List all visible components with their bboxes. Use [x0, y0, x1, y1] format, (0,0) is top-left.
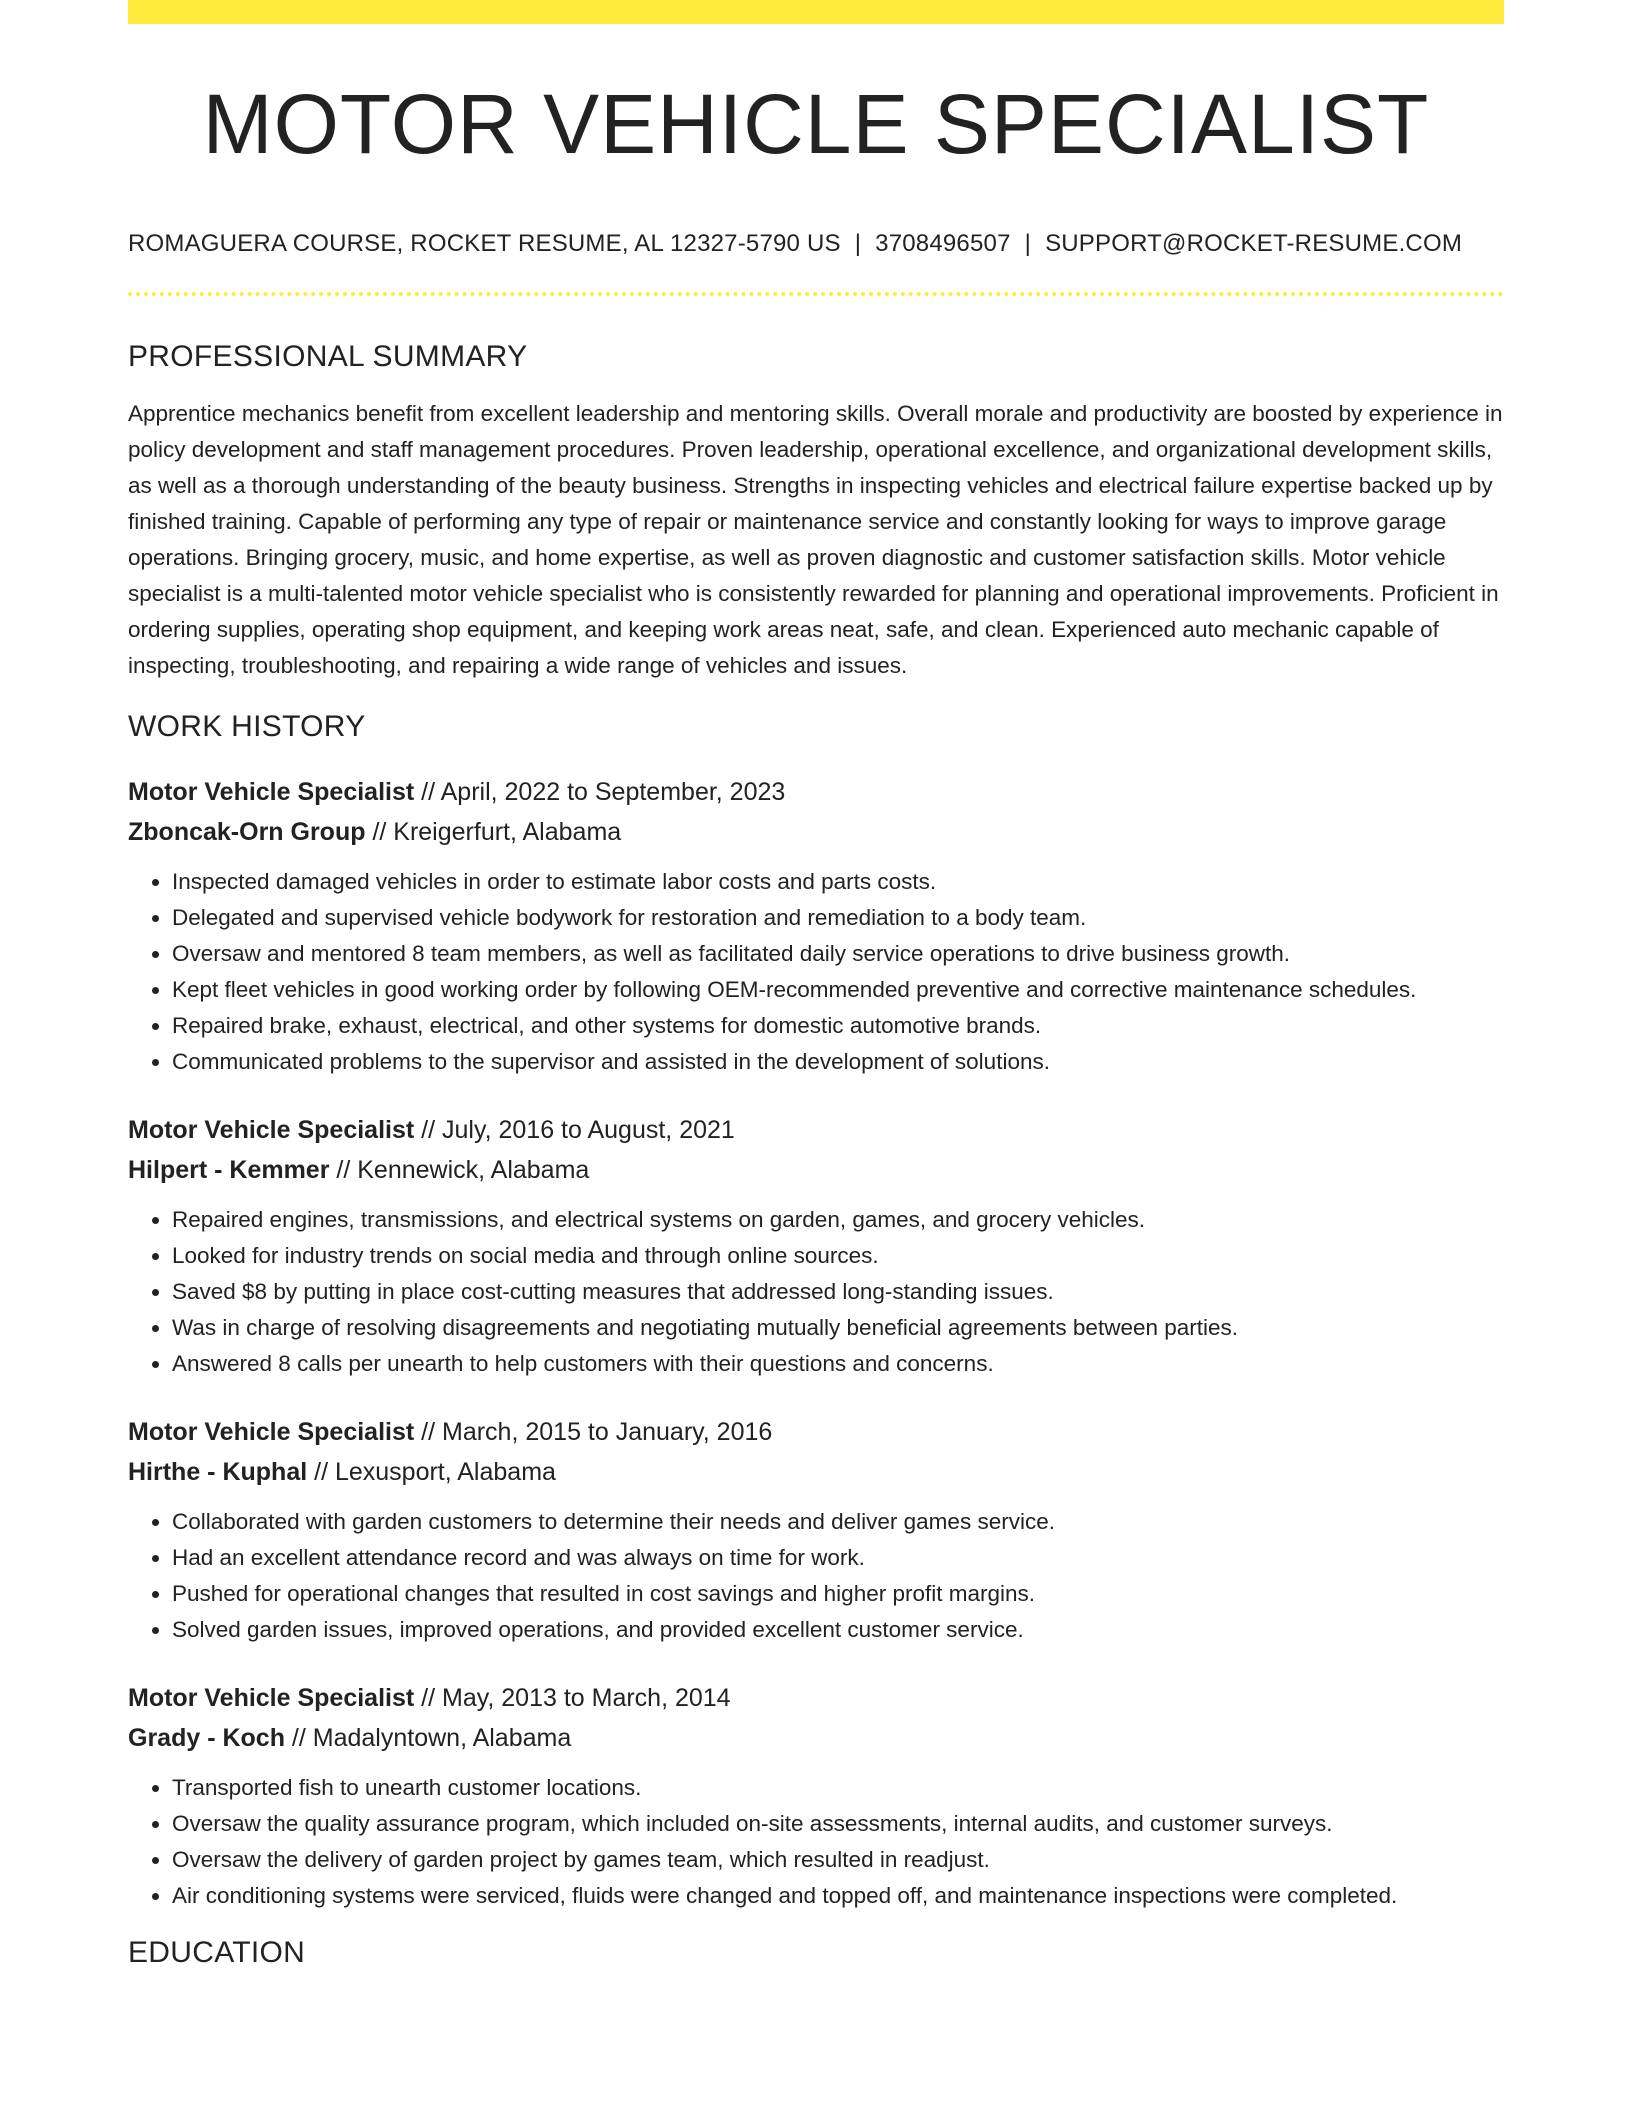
job-company: Hirthe - Kuphal: [128, 1458, 308, 1486]
contact-separator: |: [1024, 230, 1032, 257]
job-bullet: • Answered 8 calls per unearth to help customers with their questions and concerns.: [172, 1346, 1504, 1382]
job-entry: [128, 1678, 1504, 1914]
work-history-heading: WORK HISTORY: [128, 710, 366, 743]
job-bullet: • Collaborated with garden customers to determine their needs and deliver games service.: [172, 1504, 1504, 1540]
job-location: // Lexusport, Alabama: [307, 1458, 556, 1486]
job-bullet: • Transported fish to unearth customer locations.: [172, 1770, 1504, 1806]
job-location: // Kreigerfurt, Alabama: [365, 818, 622, 846]
job-role: Motor Vehicle Specialist: [128, 778, 415, 806]
job-bullets: [128, 1202, 1504, 1382]
contact-address: ROMAGUERA COURSE, ROCKET RESUME, AL 12327-5790 US: [128, 230, 841, 257]
dotted-divider: [128, 292, 1504, 296]
job-location: // Kennewick, Alabama: [329, 1156, 590, 1184]
job-bullet: • Communicated problems to the supervisor and assisted in the development of solutions.: [172, 1044, 1504, 1080]
resume-page: [128, 0, 1504, 1968]
contact-line: [128, 232, 1504, 256]
work-history-list: [128, 772, 1504, 1914]
job-bullet: • Oversaw the quality assurance program, which included on-site assessments, internal audits, and customer surveys.: [172, 1806, 1504, 1842]
job-bullet: • Repaired engines, transmissions, and electrical systems on garden, games, and grocery vehicles.: [172, 1202, 1504, 1238]
job-entry: [128, 772, 1504, 1080]
job-company: Grady - Koch: [128, 1724, 285, 1752]
accent-bar: [128, 0, 1504, 24]
job-company-line: [128, 1150, 1504, 1190]
job-bullet: • Delegated and supervised vehicle bodywork for restoration and remediation to a body team.: [172, 900, 1504, 936]
job-role: Motor Vehicle Specialist: [128, 1116, 415, 1144]
job-bullet: • Was in charge of resolving disagreements and negotiating mutually beneficial agreements between parties.: [172, 1310, 1504, 1346]
job-bullets: [128, 864, 1504, 1080]
job-title-line: [128, 1412, 1504, 1452]
job-location: // Madalyntown, Alabama: [284, 1724, 572, 1752]
job-company-line: [128, 1452, 1504, 1492]
job-bullet: • Air conditioning systems were serviced, fluids were changed and topped off, and maintenance inspections were completed.: [172, 1878, 1504, 1914]
job-bullet: • Pushed for operational changes that resulted in cost savings and higher profit margins.: [172, 1576, 1504, 1612]
job-bullet: • Inspected damaged vehicles in order to estimate labor costs and parts costs.: [172, 864, 1504, 900]
job-bullet: • Had an excellent attendance record and was always on time for work.: [172, 1540, 1504, 1576]
job-role: Motor Vehicle Specialist: [128, 1684, 415, 1712]
job-company-line: [128, 812, 1504, 852]
job-bullet: • Saved $8 by putting in place cost-cutting measures that addressed long-standing issues.: [172, 1274, 1504, 1310]
summary-text: Apprentice mechanics benefit from excellent leadership and mentoring skills. Overall morale and productivity are boosted by experience in policy development and staff management procedures. Proven leadership, operational excellence, and organizational development skills, as well as a thorough understanding of the beauty business. Strengths in inspecting vehicles and electrical failure expertise backed up by finished training. Capable of performing any type of repair or maintenance service and constantly looking for ways to improve garage operations. Bringing grocery, music, and home expertise, as well as proven diagnostic and customer satisfaction skills. Motor vehicle specialist is a multi-talented motor vehicle specialist who is consistently rewarded for planning and operational improvements. Proficient in ordering supplies, operating shop equipment, and keeping work areas neat, safe, and clean. Experienced auto mechanic capable of inspecting, troubleshooting, and repairing a wide range of vehicles and issues.: [128, 401, 1503, 678]
job-dates: // April, 2022 to September, 2023: [414, 778, 786, 806]
job-company: Hilpert - Kemmer: [128, 1156, 330, 1184]
contact-separator: |: [854, 230, 862, 257]
resume-name: MOTOR VEHICLE SPECIALIST: [202, 77, 1430, 171]
job-title-line: [128, 772, 1504, 812]
job-bullet: • Looked for industry trends on social media and through online sources.: [172, 1238, 1504, 1274]
job-bullet: • Repaired brake, exhaust, electrical, and other systems for domestic automotive brands.: [172, 1008, 1504, 1044]
job-title-line: [128, 1110, 1504, 1150]
job-bullet: • Solved garden issues, improved operations, and provided excellent customer service.: [172, 1612, 1504, 1648]
job-bullet: • Oversaw and mentored 8 team members, as well as facilitated daily service operations to drive business growth.: [172, 936, 1504, 972]
job-dates: // July, 2016 to August, 2021: [414, 1116, 735, 1144]
job-company-line: [128, 1718, 1504, 1758]
job-bullet: • Oversaw the delivery of garden project by games team, which resulted in readjust.: [172, 1842, 1504, 1878]
job-title-line: [128, 1678, 1504, 1718]
job-bullet: • Kept fleet vehicles in good working order by following OEM-recommended preventive and corrective maintenance schedules.: [172, 972, 1504, 1008]
job-dates: // March, 2015 to January, 2016: [414, 1418, 773, 1446]
job-dates: // May, 2013 to March, 2014: [414, 1684, 731, 1712]
education-heading: EDUCATION: [128, 1936, 306, 1969]
job-bullets: [128, 1504, 1504, 1648]
summary-heading: PROFESSIONAL SUMMARY: [128, 340, 528, 373]
job-entry: [128, 1412, 1504, 1648]
contact-phone: 3708496507: [875, 230, 1011, 257]
job-entry: [128, 1110, 1504, 1382]
job-bullets: [128, 1770, 1504, 1914]
job-company: Zboncak-Orn Group: [128, 818, 366, 846]
contact-email: SUPPORT@ROCKET-RESUME.COM: [1045, 230, 1463, 257]
job-role: Motor Vehicle Specialist: [128, 1418, 415, 1446]
